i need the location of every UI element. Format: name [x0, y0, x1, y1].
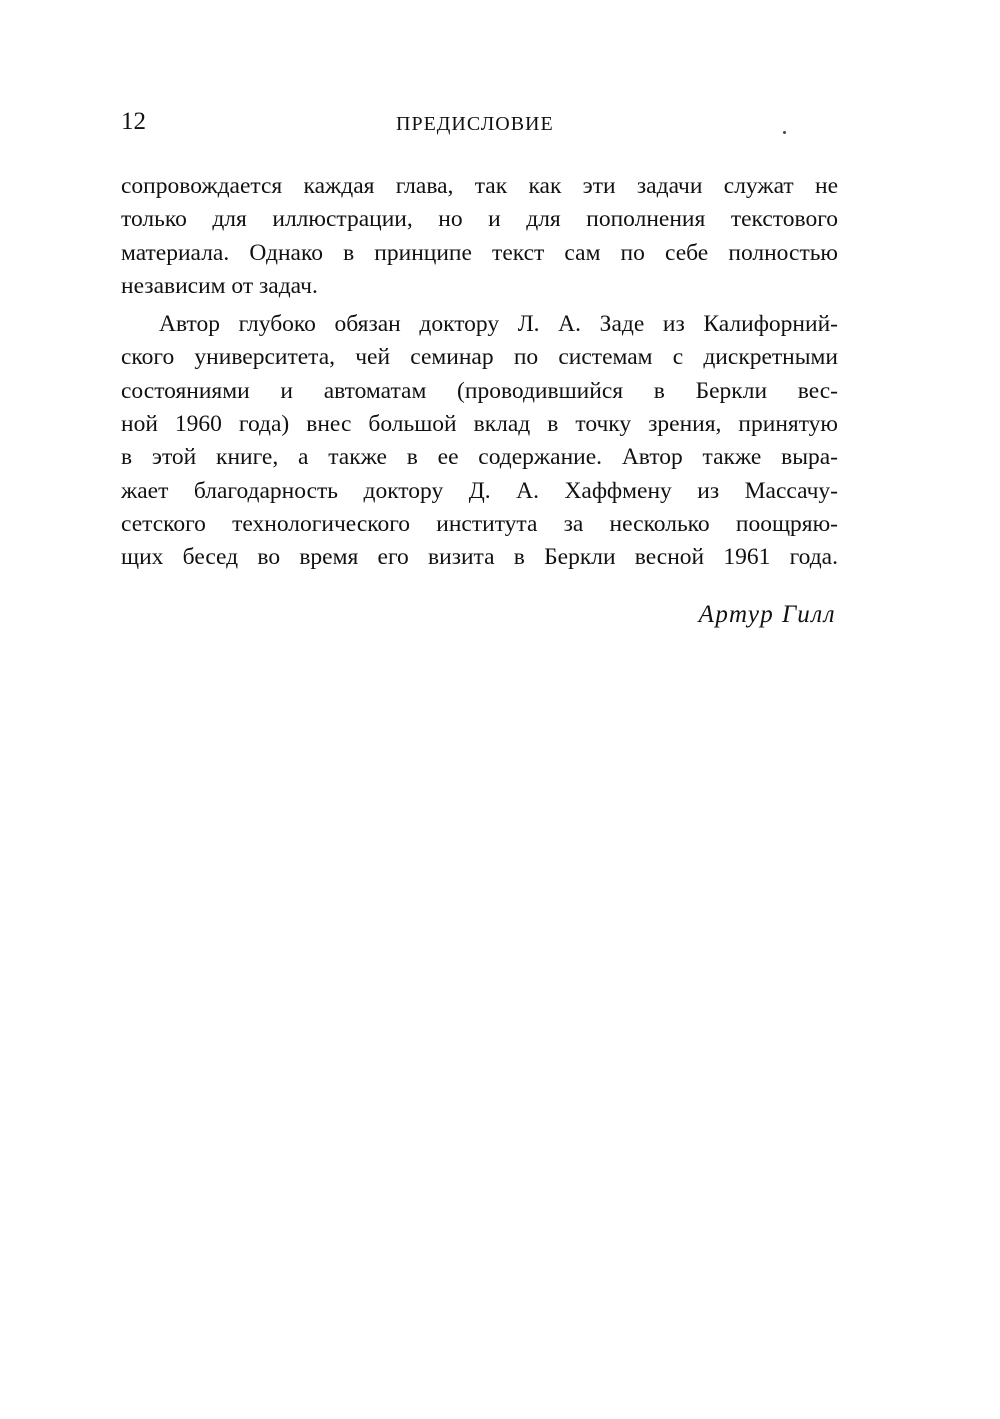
text-line: независим от задач.: [121, 272, 318, 299]
text-line: ной 1960 года) внес большой вклад в точку зрения, принятую: [121, 411, 838, 438]
author-signature: Артур Гилл: [698, 601, 836, 628]
text-line: щих бесед во время его визита в Беркли весной 1961 года.: [121, 544, 838, 571]
text-line: жает благодарность доктору Д. А. Хаффмену из Массачу-: [121, 477, 838, 504]
text-line: сетского технологического института за несколько поощряю-: [121, 510, 838, 537]
text-line: ского университета, чей семинар по системам с дискретными: [121, 344, 838, 371]
text-line: материала. Однако в принципе текст сам по себе полностью: [121, 239, 838, 266]
text-line: в этой книге, а также в ее содержание. Автор также выра-: [121, 444, 838, 471]
paragraph-2: [121, 308, 838, 574]
text-line: Автор глубоко обязан доктору Л. А. Заде из Калифорний-: [159, 311, 838, 338]
running-head: ПРЕДИСЛОВИЕ: [396, 113, 554, 135]
text-line: сопровождается каждая глава, так как эти задачи служат не: [121, 173, 838, 199]
text-line: состояниями и автоматам (проводившийся в Беркли вес-: [121, 377, 838, 404]
text-line: только для иллюстрации, но и для пополнения текстового: [121, 206, 838, 233]
print-speck: [783, 131, 786, 134]
body-text: [121, 170, 838, 575]
page-number: 12: [121, 108, 146, 135]
paragraph-1: [121, 170, 838, 303]
